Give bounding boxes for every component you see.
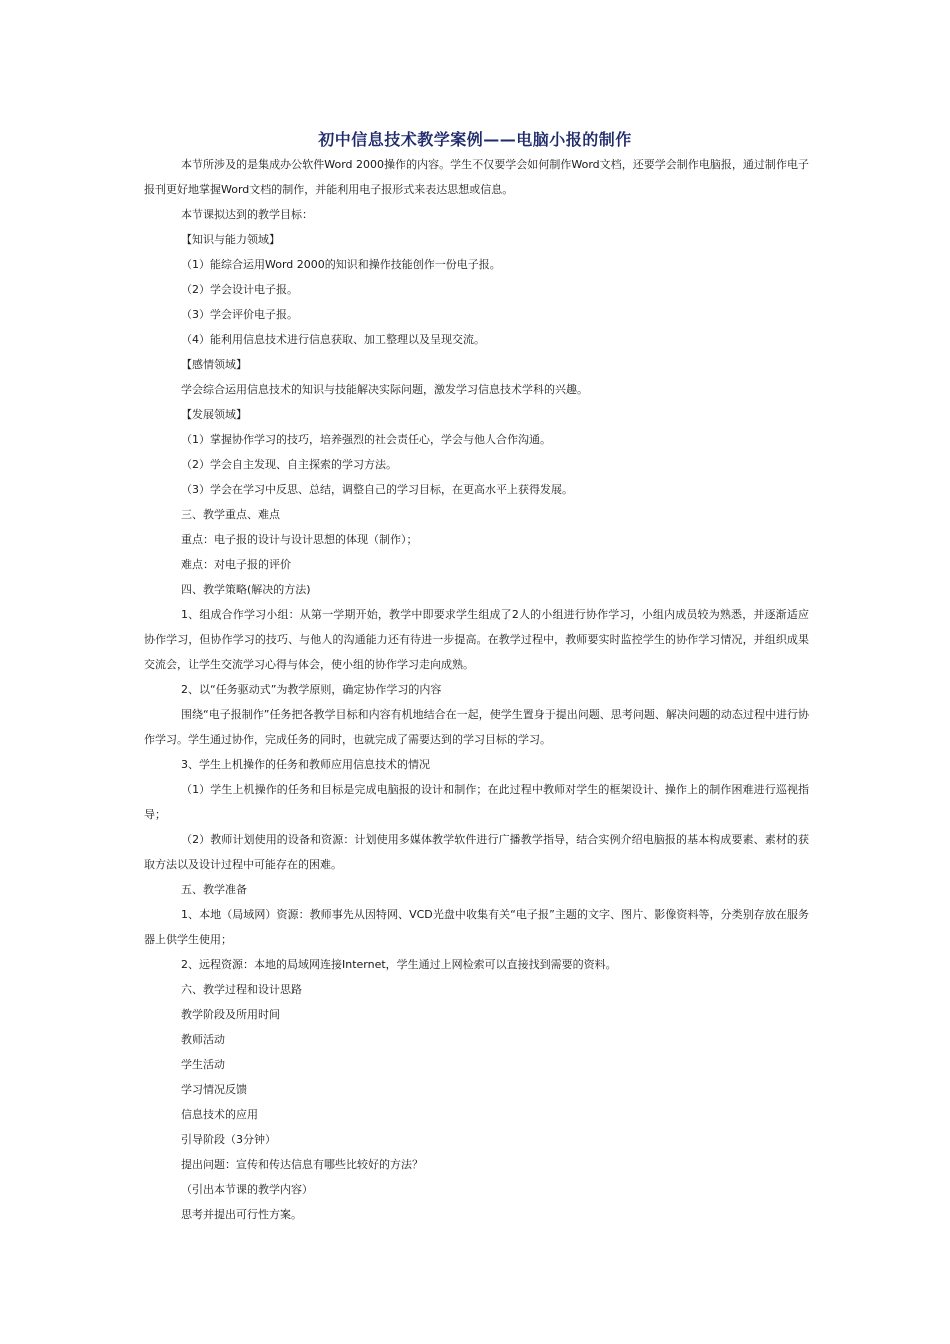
paragraph: （3）学会在学习中反思、总结，调整自己的学习目标，在更高水平上获得发展。 bbox=[181, 483, 573, 496]
paragraph: 信息技术的应用 bbox=[181, 1108, 258, 1121]
paragraph: 难点：对电子报的评价 bbox=[181, 558, 291, 571]
paragraph: （2）学会自主发现、自主探索的学习方法。 bbox=[181, 458, 397, 471]
section-heading: 【发展领域】 bbox=[181, 408, 247, 421]
section-heading: 四、教学策略(解决的方法) bbox=[181, 583, 311, 596]
paragraph: （引出本节课的教学内容） bbox=[181, 1183, 313, 1196]
paragraph: 1、本地（局域网）资源：教师事先从因特网、VCD光盘中收集有关“电子报”主题的文字、图片、影像资料等，分类别存放在服务器上供学生使用； bbox=[144, 908, 809, 946]
paragraph: 2、远程资源：本地的局域网连接Internet，学生通过上网检索可以直接找到需要的资料。 bbox=[181, 958, 617, 971]
paragraph: （1）学生上机操作的任务和目标是完成电脑报的设计和制作；在此过程中教师对学生的框架设计、操作上的制作困难进行巡视指导； bbox=[144, 783, 809, 821]
paragraph: 围绕“电子报制作”任务把各教学目标和内容有机地结合在一起，使学生置身于提出问题、思考问题、解决问题的动态过程中进行协作学习。学生通过协作，完成任务的同时，也就完成了需要达到的学习目标的学习。 bbox=[144, 708, 809, 746]
document-body bbox=[144, 152, 809, 1227]
paragraph: 学生活动 bbox=[181, 1058, 225, 1071]
paragraph: （1）掌握协作学习的技巧，培养强烈的社会责任心，学会与他人合作沟通。 bbox=[181, 433, 551, 446]
paragraph: （1）能综合运用Word 2000的知识和操作技能创作一份电子报。 bbox=[181, 258, 501, 271]
section-heading: 五、教学准备 bbox=[181, 883, 247, 896]
paragraph: 教师活动 bbox=[181, 1033, 225, 1046]
paragraph: 提出问题：宣传和传达信息有哪些比较好的方法？ bbox=[181, 1158, 423, 1171]
section-heading: 六、教学过程和设计思路 bbox=[181, 983, 302, 996]
paragraph: 学习情况反馈 bbox=[181, 1083, 247, 1096]
paragraph: 学会综合运用信息技术的知识与技能解决实际问题，激发学习信息技术学科的兴趣。 bbox=[181, 383, 588, 396]
paragraph: （2）教师计划使用的设备和资源：计划使用多媒体教学软件进行广播教学指导，结合实例介绍电脑报的基本构成要素、素材的获取方法以及设计过程中可能存在的困难。 bbox=[144, 833, 809, 871]
paragraph: 思考并提出可行性方案。 bbox=[181, 1208, 302, 1221]
paragraph: 2、以“任务驱动式”为教学原则，确定协作学习的内容 bbox=[181, 683, 442, 696]
section-heading: 三、教学重点、难点 bbox=[181, 508, 280, 521]
paragraph: 本节课拟达到的教学目标： bbox=[181, 208, 313, 221]
paragraph: （4）能利用信息技术进行信息获取、加工整理以及呈现交流。 bbox=[181, 333, 485, 346]
paragraph: （3）学会评价电子报。 bbox=[181, 308, 298, 321]
paragraph: 引导阶段（3分钟） bbox=[181, 1133, 276, 1146]
paragraph: 重点：电子报的设计与设计思想的体现（制作）； bbox=[181, 533, 418, 546]
paragraph: 本节所涉及的是集成办公软件Word 2000操作的内容。学生不仅要学会如何制作Word文档，还要学会制作电脑报，通过制作电子报刊更好地掌握Word文档的制作，并能利用电子报形式来表达思想或信息。 bbox=[144, 158, 809, 196]
paragraph: 1、组成合作学习小组：从第一学期开始，教学中即要求学生组成了2人的小组进行协作学习，小组内成员较为熟悉，并逐渐适应协作学习，但协作学习的技巧、与他人的沟通能力还有待进一步提高。在教学过程中，教师要实时监控学生的协作学习情况，并组织成果交流会，让学生交流学习心得与体会，使小组的协作学习走向成熟。 bbox=[144, 608, 809, 671]
paragraph: 3、学生上机操作的任务和教师应用信息技术的情况 bbox=[181, 758, 430, 771]
section-heading: 【感情领域】 bbox=[181, 358, 247, 371]
document-title: 初中信息技术教学案例——电脑小报的制作 bbox=[318, 130, 632, 149]
paragraph: （2）学会设计电子报。 bbox=[181, 283, 298, 296]
paragraph: 教学阶段及所用时间 bbox=[181, 1008, 280, 1021]
section-heading: 【知识与能力领域】 bbox=[181, 233, 280, 246]
